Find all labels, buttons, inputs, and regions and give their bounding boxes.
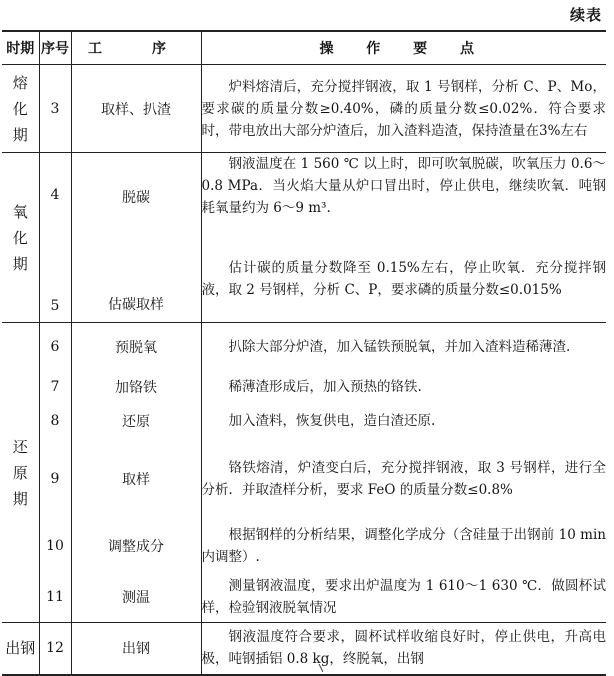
key-points-cell: 估计碳的质量分数降至 0.15%左右，停止吹氧．充分搅拌钢液，取 2 号钢样，分析 C、P，要求磷的质量分数≤0.015%: [201, 237, 606, 323]
table-row: [2, 573, 606, 623]
operation-cell: 取样、扒渣: [71, 65, 201, 153]
table-row: [2, 153, 606, 237]
table-row: [2, 65, 606, 153]
key-points-cell: 炉料熔清后，充分搅拌钢液，取 1 号钢样，分析 C、P、Mo，要求碳的质量分数≥0.40%，磷的质量分数≤0.02%．符合要求时，带电放出大部分炉渣后，加入渣料造渣，保持渣量在3%左右: [201, 65, 606, 153]
operation-cell: 出钢: [71, 623, 201, 675]
seq-cell: 5: [39, 237, 71, 323]
seq-cell: 3: [39, 65, 71, 153]
operation-cell: 加铬铁: [71, 371, 201, 403]
period-cell-reduction: 还原期: [2, 323, 39, 623]
key-points-cell: 加入渣料，恢复供电，造白渣还原.: [201, 403, 606, 439]
key-points-cell: 扒除大部分炉渣，加入锰铁预脱氧，并加入渣料造稀薄渣.: [201, 323, 606, 371]
operation-cell: 估碳取样: [71, 237, 201, 323]
key-points-cell: 铬铁熔清，炉渣变白后，充分搅拌钢液，取 3 号钢样，进行全分析．并取渣样分析，要求 FeO 的质量分数≤0.8%: [201, 439, 606, 519]
scan-mark-icon: [318, 664, 324, 672]
process-table: [2, 30, 606, 676]
seq-cell: 9: [39, 439, 71, 519]
header-row: [2, 31, 606, 65]
seq-cell: 11: [39, 573, 71, 623]
period-cell-melting: 熔化期: [2, 65, 39, 153]
header-operation: 工 序: [71, 31, 201, 65]
operation-cell: 还原: [71, 403, 201, 439]
seq-cell: 10: [39, 519, 71, 573]
table-row: [2, 439, 606, 519]
table-row: [2, 371, 606, 403]
table-row: [2, 623, 606, 675]
period-cell-tapping: 出钢: [2, 623, 39, 675]
operation-cell: 取样: [71, 439, 201, 519]
key-points-cell: 根据钢样的分析结果，调整化学成分（含硅量于出钢前 10 min 内调整）.: [201, 519, 606, 573]
continued-label: 续表: [569, 6, 602, 24]
operation-cell: 预脱氧: [71, 323, 201, 371]
key-points-cell: 测量钢液温度，要求出炉温度为 1 610～1 630 ℃．做圆杯试样，检验钢液脱氧情况: [201, 573, 606, 623]
header-period: 时期: [2, 31, 39, 65]
key-points-cell: 钢液温度符合要求，圆杯试样收缩良好时，停止供电，升高电极，吨钢插铝 0.8 kg，终脱氧，出钢: [201, 623, 606, 675]
seq-cell: 12: [39, 623, 71, 675]
table-row: [2, 519, 606, 573]
period-cell-oxidation: 氧化期: [2, 153, 39, 323]
key-points-cell: 钢液温度在 1 560 ℃ 以上时，即可吹氧脱碳，吹氧压力 0.6～0.8 MPa．当火焰大量从炉口冒出时，停止供电，继续吹氧．吨钢耗氧量约为 6～9 m³.: [201, 153, 606, 237]
table-row: [2, 323, 606, 371]
operation-cell: 测温: [71, 573, 201, 623]
seq-cell: 6: [39, 323, 71, 371]
operation-cell: 调整成分: [71, 519, 201, 573]
header-seq: 序号: [39, 31, 71, 65]
key-points-cell: 稀薄渣形成后，加入预热的铬铁.: [201, 371, 606, 403]
header-key-points: 操 作 要 点: [201, 31, 606, 65]
seq-cell: 4: [39, 153, 71, 237]
table-row: [2, 403, 606, 439]
seq-cell: 7: [39, 371, 71, 403]
seq-cell: 8: [39, 403, 71, 439]
operation-cell: 脱碳: [71, 153, 201, 237]
table-row: [2, 237, 606, 323]
